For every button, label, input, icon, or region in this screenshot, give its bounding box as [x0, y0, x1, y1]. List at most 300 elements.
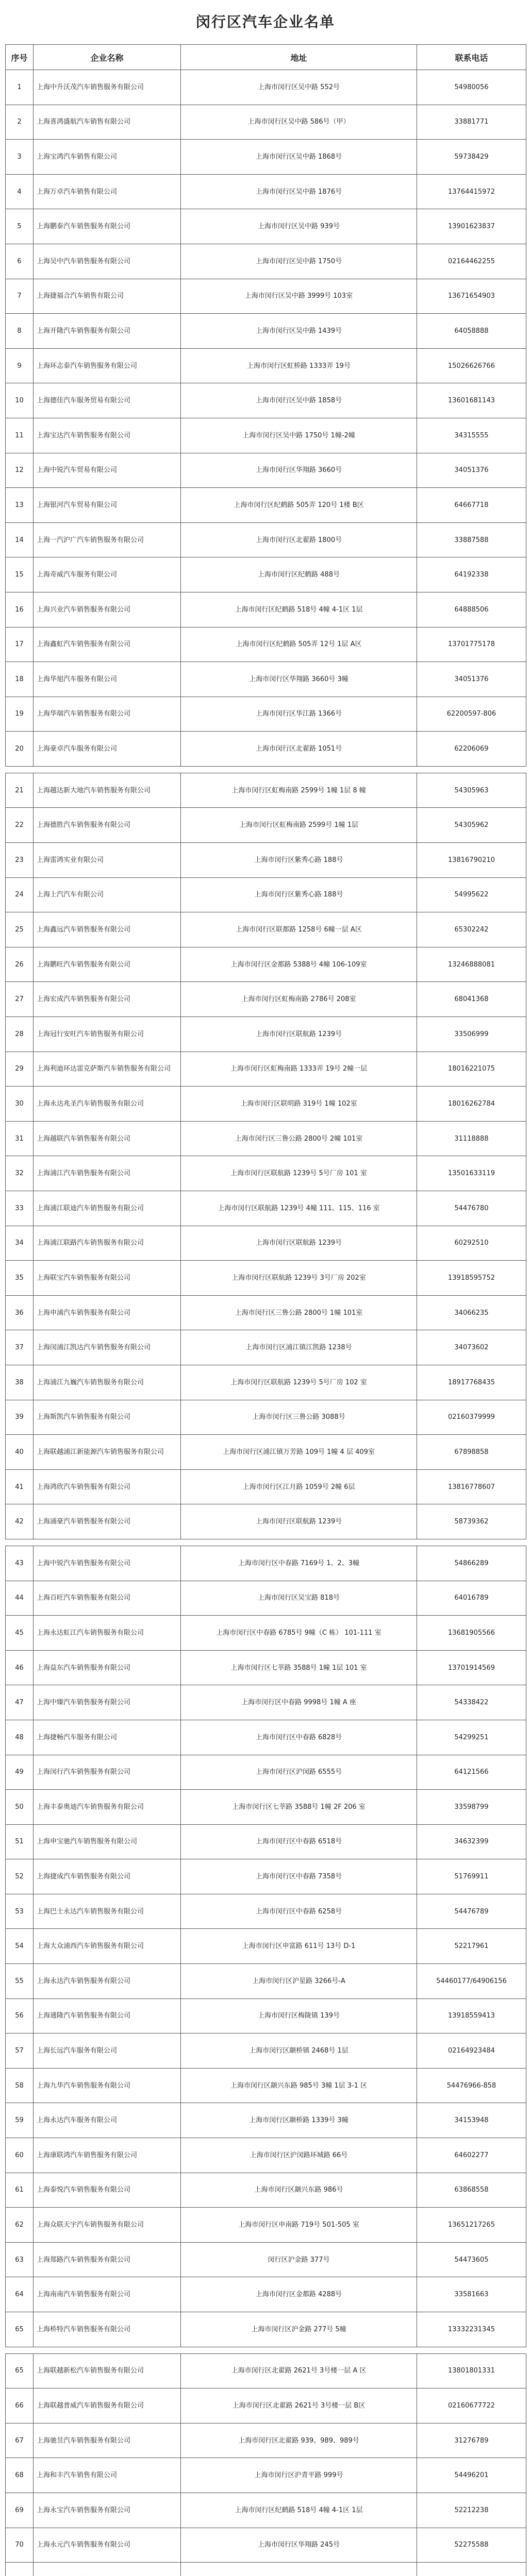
- company-address: 上海市闵行区三鲁公路 2800号 2幢 101室: [181, 1121, 417, 1156]
- row-number: 24: [6, 877, 34, 912]
- company-phone: 13801801331: [417, 2353, 526, 2388]
- table-header-row: [6, 45, 526, 70]
- row-number: 14: [6, 522, 34, 557]
- table-row: [6, 1894, 526, 1929]
- row-number: 66: [6, 2388, 34, 2424]
- row-number: 62: [6, 2208, 34, 2243]
- table-row: [6, 105, 526, 140]
- company-name: 上海南南汽车销售服务有限公司: [34, 2277, 181, 2312]
- row-number: 67: [6, 2423, 34, 2458]
- table-row: [6, 2033, 526, 2069]
- row-number: 65: [6, 2353, 34, 2388]
- company-name: 上海兴业汽车销售服务有限公司: [34, 592, 181, 627]
- row-number: 31: [6, 1121, 34, 1156]
- company-name: 上海开隆汽车销售服务有限公司: [34, 314, 181, 349]
- group-spacer-cell: [6, 2347, 526, 2353]
- row-number: 30: [6, 1087, 34, 1122]
- company-name: 上海捷畅汽车服务有限公司: [34, 1720, 181, 1755]
- row-number: 15: [6, 557, 34, 592]
- company-address: 上海市闵行区沪星路 3266号-A: [181, 1964, 417, 1999]
- company-address: 上海市闵行区华翔路 245号: [181, 2528, 417, 2563]
- company-address: 上海市闵行区吴中路 1750号: [181, 244, 417, 279]
- company-name: 上海永达汽车服务有限公司: [34, 2103, 181, 2138]
- table-row: [6, 592, 526, 627]
- company-address: 上海市闵行区虹梅南路 2599号 1幢 1层: [181, 808, 417, 843]
- company-phone: 64058888: [417, 314, 526, 349]
- row-number: 7: [6, 279, 34, 314]
- table-row: [6, 2103, 526, 2138]
- company-address: 上海市闵行区华翔路 3660号: [181, 453, 417, 488]
- company-address: 上海市闵行区纪鹤路 505弄 12号 1层 A区: [181, 627, 417, 662]
- company-phone: 34051376: [417, 453, 526, 488]
- row-number: 70: [6, 2528, 34, 2563]
- company-name: 上海鸿欣汽车销售服务有限公司: [34, 1469, 181, 1504]
- company-address: 上海市闵行区三鲁公路 3088号: [181, 1400, 417, 1435]
- company-name: 上海浦江联路汽车销售服务有限公司: [34, 1226, 181, 1261]
- table-row: [6, 1616, 526, 1651]
- company-address: 上海市闵行区梅陇镇 139号: [181, 1998, 417, 2033]
- company-phone: 54299251: [417, 1720, 526, 1755]
- table-row: [6, 697, 526, 732]
- company-address: 上海市闵行区联明路 319号 1幢 102室: [181, 1087, 417, 1122]
- row-number: 39: [6, 1400, 34, 1435]
- company-name: 上海联越新松汽车销售服务有限公司: [34, 2353, 181, 2388]
- row-number: 16: [6, 592, 34, 627]
- company-address: 上海市闵行区联航路 1239号 5号厂房 102 室: [181, 1365, 417, 1400]
- company-address: 上海市闵行区联航路 1239号: [181, 1226, 417, 1261]
- table-row: [6, 947, 526, 982]
- table-body: [6, 70, 526, 2576]
- company-name: 上海万卓汽车销售有限公司: [34, 174, 181, 209]
- company-address: [181, 2563, 417, 2576]
- company-address: 上海市闵行区沪闵路环城路 66号: [181, 2138, 417, 2173]
- table-row: [6, 70, 526, 105]
- company-name: 上海斯凯汽车销售服务有限公司: [34, 1400, 181, 1435]
- company-address: 上海市闵行区金都路 5388号 4幢 106-109室: [181, 947, 417, 982]
- table-row: [6, 1546, 526, 1581]
- company-address: 上海市闵行区中春路 6518号: [181, 1824, 417, 1859]
- company-name: 上海中臻汽车销售服务有限公司: [34, 1685, 181, 1720]
- company-name: 上海浦江联迪汽车销售服务有限公司: [34, 1191, 181, 1226]
- company-name: 上海通隆汽车销售服务有限公司: [34, 1998, 181, 2033]
- company-phone: 64016789: [417, 1581, 526, 1616]
- table-row: [6, 522, 526, 557]
- table-row: [6, 174, 526, 209]
- table-row: [6, 1998, 526, 2033]
- table-row: [6, 418, 526, 453]
- company-address: 上海市闵行区吴中路 552号: [181, 70, 417, 105]
- company-phone: 52275588: [417, 2528, 526, 2563]
- company-name: 上海浦豪汽车销售服务有限公司: [34, 1504, 181, 1539]
- company-address: 上海市闵行区北翟路 1051号: [181, 732, 417, 767]
- company-name: 上海联越浦江新能源汽车销售服务有限公司: [34, 1435, 181, 1470]
- row-number: 54: [6, 1929, 34, 1964]
- company-phone: 33887588: [417, 522, 526, 557]
- company-phone: 02164462255: [417, 244, 526, 279]
- company-address: 上海市闵行区吴中路 586号（甲）: [181, 105, 417, 140]
- company-name: 上海豪卓汽车服务有限公司: [34, 732, 181, 767]
- row-number: 9: [6, 348, 34, 383]
- company-phone: 64888506: [417, 592, 526, 627]
- company-phone: 33581663: [417, 2277, 526, 2312]
- company-address: 上海市闵行区吴宝路 818号: [181, 1581, 417, 1616]
- row-number: 56: [6, 1998, 34, 2033]
- row-number: 34: [6, 1226, 34, 1261]
- row-number: 29: [6, 1052, 34, 1087]
- company-name: 上海申宝驰汽车销售服务有限公司: [34, 1824, 181, 1859]
- table-row: [6, 1017, 526, 1052]
- company-address: 上海市闵行区中春路 6258号: [181, 1894, 417, 1929]
- company-address: 上海市闵行区沪金路 277号 5幢: [181, 2312, 417, 2347]
- row-number: 13: [6, 488, 34, 523]
- row-number: 52: [6, 1859, 34, 1894]
- table-row: [6, 488, 526, 523]
- company-name: 上海和丰汽车销售有限公司: [34, 2458, 181, 2493]
- company-address: 上海市闵行区颛桥镇 2468号 1层: [181, 2033, 417, 2069]
- table-row: [6, 773, 526, 808]
- company-address: 上海市闵行区北翟路 939、989、989号: [181, 2423, 417, 2458]
- row-number: 18: [6, 662, 34, 697]
- company-name: 上海鑫虹汽车销售服务有限公司: [34, 627, 181, 662]
- table-row: [6, 732, 526, 767]
- row-number: 46: [6, 1650, 34, 1685]
- table-row: [6, 912, 526, 947]
- row-number: 42: [6, 1504, 34, 1539]
- company-phone: 02164923484: [417, 2033, 526, 2069]
- row-number: 37: [6, 1330, 34, 1365]
- company-phone: 54305962: [417, 808, 526, 843]
- company-name: 上海鑫远汽车销售服务有限公司: [34, 912, 181, 947]
- company-name: 上海华瑞汽车销售服务有限公司: [34, 697, 181, 732]
- company-address: 上海市闵行区吴中路 3999号 103室: [181, 279, 417, 314]
- company-address: 上海市闵行区中春路 7169号 1、2、3幢: [181, 1546, 417, 1581]
- table-row: [6, 2528, 526, 2563]
- company-name: 上海永达汽车销售服务有限公司: [34, 1964, 181, 1999]
- company-phone: 13246888081: [417, 947, 526, 982]
- table-row: [6, 209, 526, 244]
- company-address: 上海市闵行区中春路 7358号: [181, 1859, 417, 1894]
- company-address: 上海市闵行区中春路 6828号: [181, 1720, 417, 1755]
- table-row: [6, 1929, 526, 1964]
- row-number: 59: [6, 2103, 34, 2138]
- header-address: 地址: [181, 45, 417, 70]
- table-row: [6, 2312, 526, 2347]
- company-phone: 13816778607: [417, 1469, 526, 1504]
- company-name: 上海永达虹江汽车销售服务有限公司: [34, 1616, 181, 1651]
- company-address: 上海市闵行区颛兴东路 986号: [181, 2173, 417, 2208]
- page-title: 闵行区汽车企业名单: [195, 13, 335, 30]
- company-phone: 34051376: [417, 662, 526, 697]
- company-phone: 13918595752: [417, 1261, 526, 1296]
- company-phone: 59738429: [417, 140, 526, 175]
- company-phone: 64121566: [417, 1755, 526, 1790]
- table-row: [6, 843, 526, 878]
- company-phone: 62200597-806: [417, 697, 526, 732]
- company-name: 上海奇威汽车服务有限公司: [34, 557, 181, 592]
- company-phone: 52217961: [417, 1929, 526, 1964]
- table-row: [6, 982, 526, 1017]
- company-phone: 64192338: [417, 557, 526, 592]
- row-number: 27: [6, 982, 34, 1017]
- table-row: [6, 1295, 526, 1330]
- company-name: 上海宏成汽车销售服务有限公司: [34, 982, 181, 1017]
- table-row: [6, 1650, 526, 1685]
- company-name: 上海德胜汽车销售服务有限公司: [34, 808, 181, 843]
- company-address: 上海市闵行区纪鹤路 518号 4幢 4-1区 1层: [181, 2493, 417, 2528]
- company-address: 上海市闵行区吴中路 1858号: [181, 383, 417, 418]
- row-number: 5: [6, 209, 34, 244]
- company-address: 上海市闵行区联航路 1239号 3号厂房 202室: [181, 1261, 417, 1296]
- company-name: 上海益东汽车销售服务有限公司: [34, 1650, 181, 1685]
- company-name: 上海驰昱汽车销售服务有限公司: [34, 2423, 181, 2458]
- company-name: 上海申浦汽车销售服务有限公司: [34, 1295, 181, 1330]
- row-number: 50: [6, 1790, 34, 1825]
- company-address: 上海市闵行区虹梅南路 1333弄 19号 2幢一层: [181, 1052, 417, 1087]
- company-address: 上海市闵行区虹桥路 1333弄 19号: [181, 348, 417, 383]
- table-row: [6, 1226, 526, 1261]
- company-phone: 54476966-858: [417, 2068, 526, 2103]
- table-row: [6, 1720, 526, 1755]
- company-name: 上海大众浦西汽车销售服务有限公司: [34, 1929, 181, 1964]
- row-number: 4: [6, 174, 34, 209]
- company-name: 上海泰悦汽车销售服务有限公司: [34, 2173, 181, 2208]
- company-phone: 54460177/64906156: [417, 1964, 526, 1999]
- company-name: 上海联宝汽车销售服务有限公司: [34, 1261, 181, 1296]
- company-phone: 18016262784: [417, 1087, 526, 1122]
- company-name: 上海长远汽车服务有限公司: [34, 2033, 181, 2069]
- company-address: 上海市闵行区吴中路 939号: [181, 209, 417, 244]
- table-row: [6, 279, 526, 314]
- company-address: 上海市闵行区吴中路 1439号: [181, 314, 417, 349]
- table-row: [6, 1964, 526, 1999]
- company-phone: 13816790210: [417, 843, 526, 878]
- table-row: [6, 1365, 526, 1400]
- company-address: 上海市闵行区紫秀心路 188号: [181, 843, 417, 878]
- group-spacer: [6, 2347, 526, 2353]
- company-phone: 33881771: [417, 105, 526, 140]
- company-phone: 02160677722: [417, 2388, 526, 2424]
- company-address: 上海市闵行区七莘路 3588号 1幢 1层 101 室: [181, 1650, 417, 1685]
- row-number: 21: [6, 773, 34, 808]
- company-address: 上海市闵行区三鲁公路 2800号 1幢 101室: [181, 1295, 417, 1330]
- table-row: [6, 1261, 526, 1296]
- company-name: 上海利迪环达雷克萨斯汽车销售服务有限公司: [34, 1052, 181, 1087]
- row-number: 28: [6, 1017, 34, 1052]
- row-number: 17: [6, 627, 34, 662]
- row-number: 49: [6, 1755, 34, 1790]
- header-company: 企业名称: [34, 45, 181, 70]
- company-name: 上海鹏泰汽车销售服务有限公司: [34, 209, 181, 244]
- table-row: [6, 383, 526, 418]
- company-phone: 54305963: [417, 773, 526, 808]
- company-address: 上海市闵行区吴中路 1876号: [181, 174, 417, 209]
- company-address: 上海市闵行区申富路 611号 13号 D-1: [181, 1929, 417, 1964]
- header-number: 序号: [6, 45, 34, 70]
- company-name: 上海一汽沪广汽车销售服务有限公司: [34, 522, 181, 557]
- company-phone: 64667718: [417, 488, 526, 523]
- company-phone: 33506999: [417, 1017, 526, 1052]
- table-row: [6, 2388, 526, 2424]
- company-name: 上海捷福合汽车销售有限公司: [34, 279, 181, 314]
- company-phone: 13332231345: [417, 2312, 526, 2347]
- company-name: 上海联越普威汽车销售服务有限公司: [34, 2388, 181, 2424]
- table-row: [6, 2493, 526, 2528]
- company-name: 上海丰泰奥迪汽车销售服务有限公司: [34, 1790, 181, 1825]
- table-row: [6, 877, 526, 912]
- company-address: 上海市闵行区浦江镇万芳路 109号 1幢 4 层 409室: [181, 1435, 417, 1470]
- table-row: [6, 1469, 526, 1504]
- company-name: 上海雷鸿实业有限公司: [34, 843, 181, 878]
- row-number: 51: [6, 1824, 34, 1859]
- company-address: 上海市闵行区纪鹤路 505弄 120号 1楼 B区: [181, 488, 417, 523]
- company-name: 上海百旺汽车销售服务有限公司: [34, 1581, 181, 1616]
- row-number: 2: [6, 105, 34, 140]
- company-address: 上海市闵行区联航路 1239号: [181, 1017, 417, 1052]
- row-number: 10: [6, 383, 34, 418]
- company-phone: 54496201: [417, 2458, 526, 2493]
- company-phone: 54980056: [417, 70, 526, 105]
- company-name: 上海永宝汽车销售服务有限公司: [34, 2493, 181, 2528]
- company-name: 上海华旭汽车服务有限公司: [34, 662, 181, 697]
- company-phone: 34315555: [417, 418, 526, 453]
- company-phone: 62206069: [417, 732, 526, 767]
- company-name: 上海九华汽车销售服务有限公司: [34, 2068, 181, 2103]
- row-number: 63: [6, 2242, 34, 2277]
- company-name: 上海中升沃茂汽车销售服务有限公司: [34, 70, 181, 105]
- company-address: 上海市闵行区华江路 1366号: [181, 697, 417, 732]
- table-row: [6, 453, 526, 488]
- company-address: 上海市闵行区浦江镇江凯路 1238号: [181, 1330, 417, 1365]
- company-phone: 51769911: [417, 1859, 526, 1894]
- row-number: 58: [6, 2068, 34, 2103]
- table-row: [6, 808, 526, 843]
- company-name: 上海浦江汽车销售服务有限公司: [34, 1156, 181, 1191]
- company-name: 上海宝达汽车销售服务有限公司: [34, 418, 181, 453]
- row-number: 57: [6, 2033, 34, 2069]
- company-phone: 13651217265: [417, 2208, 526, 2243]
- company-address: 上海市闵行区中春路 6785号 9幢（C 栋） 101-111 室: [181, 1616, 417, 1651]
- company-phone: 31276789: [417, 2423, 526, 2458]
- company-address: 上海市闵行区北翟路 1800号: [181, 522, 417, 557]
- company-phone: 34632399: [417, 1824, 526, 1859]
- row-number: 65: [6, 2312, 34, 2347]
- company-name: 上海捷成汽车销售服务有限公司: [34, 1859, 181, 1894]
- company-name: 上海上汽汽车有限公司: [34, 877, 181, 912]
- company-name: [34, 2563, 181, 2576]
- table-row: [6, 1400, 526, 1435]
- company-table: [5, 44, 526, 2576]
- row-number: 61: [6, 2173, 34, 2208]
- group-spacer-cell: [6, 1539, 526, 1546]
- company-name: 上海巴士永达汽车销售服务有限公司: [34, 1894, 181, 1929]
- row-number: 8: [6, 314, 34, 349]
- row-number: 20: [6, 732, 34, 767]
- table-row: [6, 1685, 526, 1720]
- company-phone: 15026626766: [417, 348, 526, 383]
- company-phone: 34066235: [417, 1295, 526, 1330]
- row-number: 43: [6, 1546, 34, 1581]
- row-number: 23: [6, 843, 34, 878]
- company-name: 上海众联天宇汽车销售服务有限公司: [34, 2208, 181, 2243]
- company-name: 上海郑路汽车销售服务有限公司: [34, 2242, 181, 2277]
- company-phone: [417, 2563, 526, 2576]
- company-address: 上海市闵行区北翟路 2621号 3号楼一层 B区: [181, 2388, 417, 2424]
- company-phone: 58739362: [417, 1504, 526, 1539]
- company-address: 上海市闵行区华翔路 3660号 3幢: [181, 662, 417, 697]
- company-phone: 64602277: [417, 2138, 526, 2173]
- table-row: [6, 2208, 526, 2243]
- row-number: 69: [6, 2493, 34, 2528]
- company-phone: 13701775178: [417, 627, 526, 662]
- company-name: 上海德佳汽车服务贸易有限公司: [34, 383, 181, 418]
- company-phone: 68041368: [417, 982, 526, 1017]
- company-table-container: [5, 44, 526, 2576]
- company-name: 上海永元汽车销售服务有限公司: [34, 2528, 181, 2563]
- table-row: [6, 1330, 526, 1365]
- table-row: [6, 348, 526, 383]
- table-row: [6, 1755, 526, 1790]
- company-phone: 31118888: [417, 1121, 526, 1156]
- table-row: [6, 244, 526, 279]
- row-number: 33: [6, 1191, 34, 1226]
- company-name: 上海喜鸿盛航汽车销售有限公司: [34, 105, 181, 140]
- company-name: 上海越达新大地汽车销售服务有限公司: [34, 773, 181, 808]
- company-phone: 54338422: [417, 1685, 526, 1720]
- table-row: [6, 1859, 526, 1894]
- table-row: [6, 2138, 526, 2173]
- row-number: 22: [6, 808, 34, 843]
- table-row: [6, 314, 526, 349]
- table-row: [6, 2277, 526, 2312]
- company-name: 上海永达兆圣汽车销售服务有限公司: [34, 1087, 181, 1122]
- company-address: 上海市闵行区吴中路 1868号: [181, 140, 417, 175]
- company-address: 上海市闵行区联航路 1239号 5号厂房 101 室: [181, 1156, 417, 1191]
- table-row: [6, 2068, 526, 2103]
- company-phone: 54476789: [417, 1894, 526, 1929]
- row-number: 60: [6, 2138, 34, 2173]
- row-number: 25: [6, 912, 34, 947]
- table-row: [6, 2458, 526, 2493]
- table-row: [6, 2353, 526, 2388]
- row-number: 53: [6, 1894, 34, 1929]
- company-phone: 54995622: [417, 877, 526, 912]
- row-number: 26: [6, 947, 34, 982]
- table-row: [6, 1790, 526, 1825]
- group-spacer: [6, 1539, 526, 1546]
- row-number: 3: [6, 140, 34, 175]
- company-address: 上海市闵行区联都路 1258号 6幢一层 A区: [181, 912, 417, 947]
- row-number: 35: [6, 1261, 34, 1296]
- company-phone: 65302242: [417, 912, 526, 947]
- company-address: 上海市闵行区江月路 1059号 2幢 6层: [181, 1469, 417, 1504]
- row-number: 64: [6, 2277, 34, 2312]
- company-address: 闵行区沪金路 377号: [181, 2242, 417, 2277]
- table-row: [6, 1191, 526, 1226]
- row-number: 32: [6, 1156, 34, 1191]
- group-spacer: [6, 766, 526, 773]
- company-phone: 13901623837: [417, 209, 526, 244]
- table-row: [6, 1121, 526, 1156]
- company-phone: 67898858: [417, 1435, 526, 1470]
- company-phone: 60292510: [417, 1226, 526, 1261]
- table-row: [6, 1581, 526, 1616]
- company-name: 上海宝鸿汽车销售有限公司: [34, 140, 181, 175]
- table-row: [6, 627, 526, 662]
- company-address: 上海市闵行区七莘路 3588号 1幢 2F 206 室: [181, 1790, 417, 1825]
- company-name: 上海闵行汽车销售服务有限公司: [34, 1755, 181, 1790]
- company-name: 上海闵浦江凯达汽车销售服务有限公司: [34, 1330, 181, 1365]
- table-row: [6, 1087, 526, 1122]
